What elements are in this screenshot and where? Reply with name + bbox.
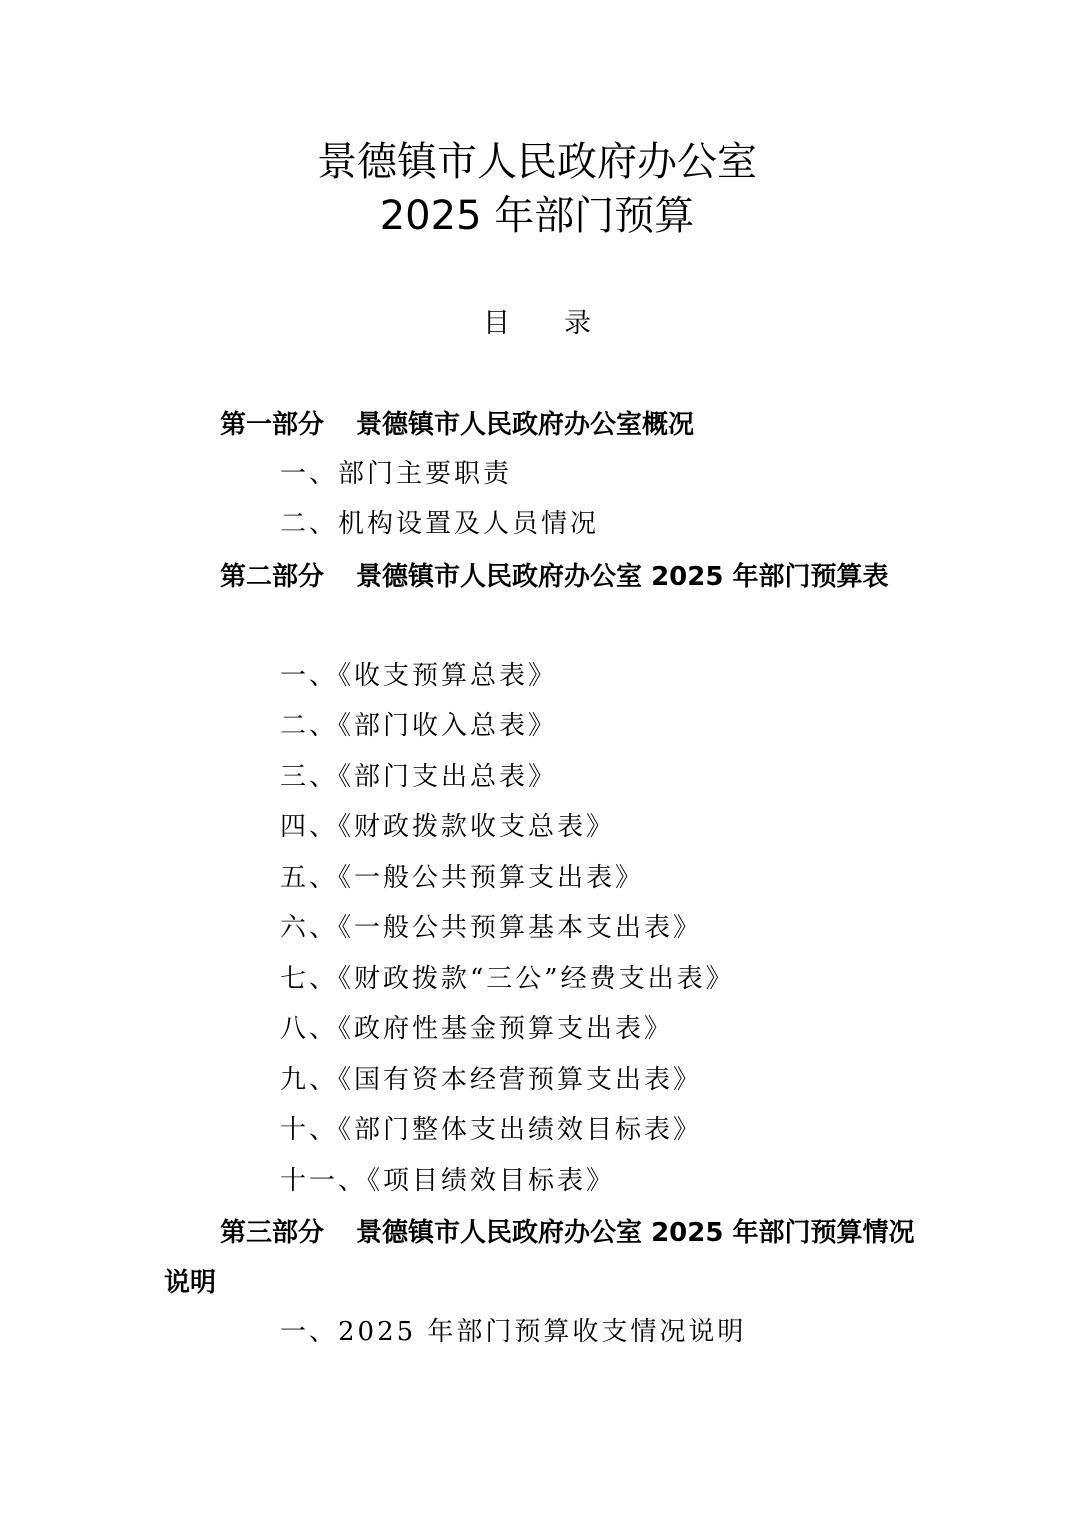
toc-item: 九、《国有资本经营预算支出表》 bbox=[280, 1065, 703, 1095]
toc-item: 二、《部门收入总表》 bbox=[280, 711, 558, 741]
toc-item: 三、《部门支出总表》 bbox=[280, 762, 558, 792]
toc-item: 七、《财政拨款“三公”经费支出表》 bbox=[280, 964, 735, 994]
toc-item: 五、《一般公共预算支出表》 bbox=[280, 863, 645, 893]
toc-part-2 bbox=[164, 552, 916, 602]
toc-item: 四、《财政拨款收支总表》 bbox=[280, 812, 616, 842]
document-title-line2: 2025 年部门预算 bbox=[379, 193, 695, 239]
toc-part-3-text: 景德镇市人民政府办公室 2025 年部门预算情况说明 bbox=[164, 1218, 915, 1298]
document-title-line1: 景德镇市人民政府办公室 bbox=[317, 139, 757, 185]
toc-item: 六、《一般公共预算基本支出表》 bbox=[280, 913, 703, 943]
toc-part-3-label: 第三部分 bbox=[220, 1218, 325, 1248]
toc-part-2-text: 景德镇市人民政府办公室 2025 年部门预算表 bbox=[356, 562, 889, 592]
toc-item: 十、《部门整体支出绩效目标表》 bbox=[280, 1115, 703, 1145]
toc-item: 一、部门主要职责 bbox=[280, 459, 513, 489]
toc-item: 一、《收支预算总表》 bbox=[280, 661, 558, 691]
toc-part-1-label: 第一部分 bbox=[220, 410, 325, 440]
toc-part-1 bbox=[164, 400, 916, 450]
toc-item: 一、2025 年部门预算收支情况说明 bbox=[280, 1317, 747, 1347]
toc-part-3 bbox=[164, 1208, 916, 1308]
toc-part-1-text: 景德镇市人民政府办公室概况 bbox=[356, 410, 695, 440]
toc-heading: 目录 bbox=[483, 308, 645, 339]
toc-part-2-label: 第二部分 bbox=[220, 562, 325, 592]
toc-item: 十一、《项目绩效目标表》 bbox=[280, 1166, 616, 1196]
toc-item: 二、机构设置及人员情况 bbox=[280, 509, 600, 539]
toc-item: 八、《政府性基金预算支出表》 bbox=[280, 1014, 674, 1044]
